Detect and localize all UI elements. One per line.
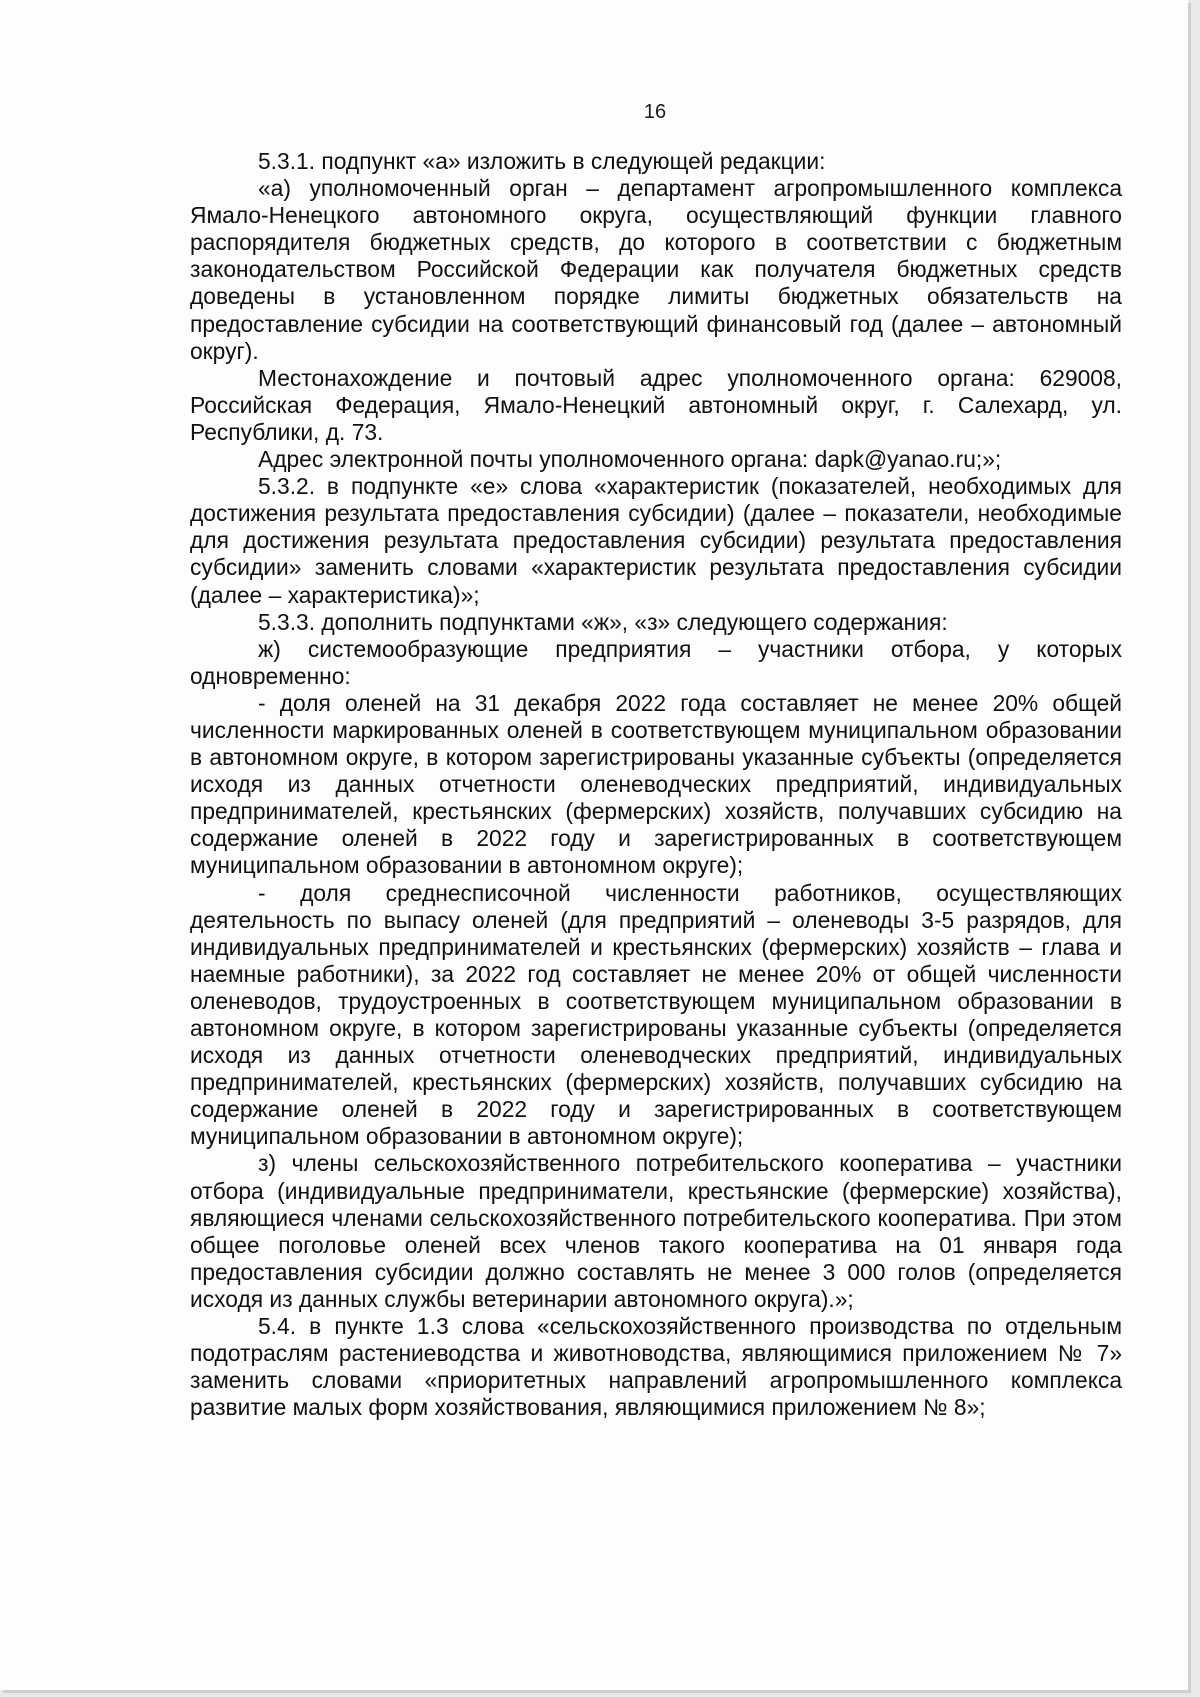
paragraph-5-3-2: 5.3.2. в подпункте «е» слова «характеристик (показателей, необходимых для достижения результата предоставления субсидии) (далее – показатели, необходимые для достижения результата предоставления субсидии) результата предоставления субсидии» заменить словами «характеристик результата предоставления субсидии (далее – характеристика)»; [190, 473, 1122, 608]
paragraph-5-3-1: 5.3.1. подпункт «а» изложить в следующей редакции: [258, 148, 826, 174]
paragraph-subpoint-zh: ж) системообразующие предприятия – участники отбора, у которых одновременно: [190, 635, 1122, 689]
document-body [190, 148, 1122, 1421]
page-number: 16 [643, 101, 667, 123]
paragraph-location: Местонахождение и почтовый адрес уполномоченного органа: 629008, Российская Федерация, Ямало-Ненецкий автономный округ, г. Салехард, ул. Республики, д. 73. [190, 364, 1122, 445]
paragraph-deer-share: - доля оленей на 31 декабря 2022 года составляет не менее 20% общей численности маркированных оленей в соответствующем муниципальном образовании в автономном округе, в котором зарегистрированы указанные субъекты (определяется исходя из данных отчетности оленеводческих предприятий, индивидуальных предпринимателей, крестьянских (фермерских) хозяйств, получавших субсидию на содержание оленей в 2022 году и зарегистрированных в соответствующем муниципальном образовании в автономном округе); [190, 689, 1122, 879]
paragraph-subpoint-z: з) члены сельскохозяйственного потребительского кооператива – участники отбора (индивидуальные предприниматели, крестьянские (фермерские) хозяйства), являющиеся членами сельскохозяйственного потребительского кооператива. При этом общее поголовье оленей всех членов такого кооператива на 01 января года предоставления субсидии должно составлять не менее 3 000 голов (определяется исходя из данных службы ветеринарии автономного округа).»; [190, 1150, 1122, 1312]
paragraph-workers-share: - доля среднесписочной численности работников, осуществляющих деятельность по выпасу оленей (для предприятий – оленеводы 3-5 разрядов, для индивидуальных предпринимателей и крестьянских (фермерских) хозяйств – глава и наемные работники), за 2022 год составляет не менее 20% от общей численности оленеводов, трудоустроенных в соответствующем муниципальном образовании в автономном округе, в котором зарегистрированы указанные субъекты (определяется исходя из данных отчетности оленеводческих предприятий, индивидуальных предпринимателей, крестьянских (фермерских) хозяйств, получавших субсидию на содержание оленей в 2022 году и зарегистрированных в соответствующем муниципальном образовании в автономном округе); [190, 879, 1122, 1150]
paragraph-5-3-3: 5.3.3. дополнить подпунктами «ж», «з» следующего содержания: [258, 608, 948, 635]
paragraph-email: Адрес электронной почты уполномоченного органа: dapk@yanao.ru;»; [258, 446, 1002, 473]
paragraph-subpoint-a: «а) уполномоченный орган – департамент агропромышленного комплекса Ямало-Ненецкого автономного округа, осуществляющий функции главного распорядителя бюджетных средств, до которого в соответствии с бюджетным законодательством Российской Федерации как получателя бюджетных средств доведены в установленном порядке лимиты бюджетных обязательств на предоставление субсидии на соответствующий финансовый год (далее – автономный округ). [190, 175, 1122, 364]
paragraph-5-4: 5.4. в пункте 1.3 слова «сельскохозяйственного производства по отдельным подотраслям растениеводства и животноводства, являющимися приложением № 7» заменить словами «приоритетных направлений агропромышленного комплекса развитие малых форм хозяйствования, являющимися приложением № 8»; [190, 1313, 1122, 1421]
